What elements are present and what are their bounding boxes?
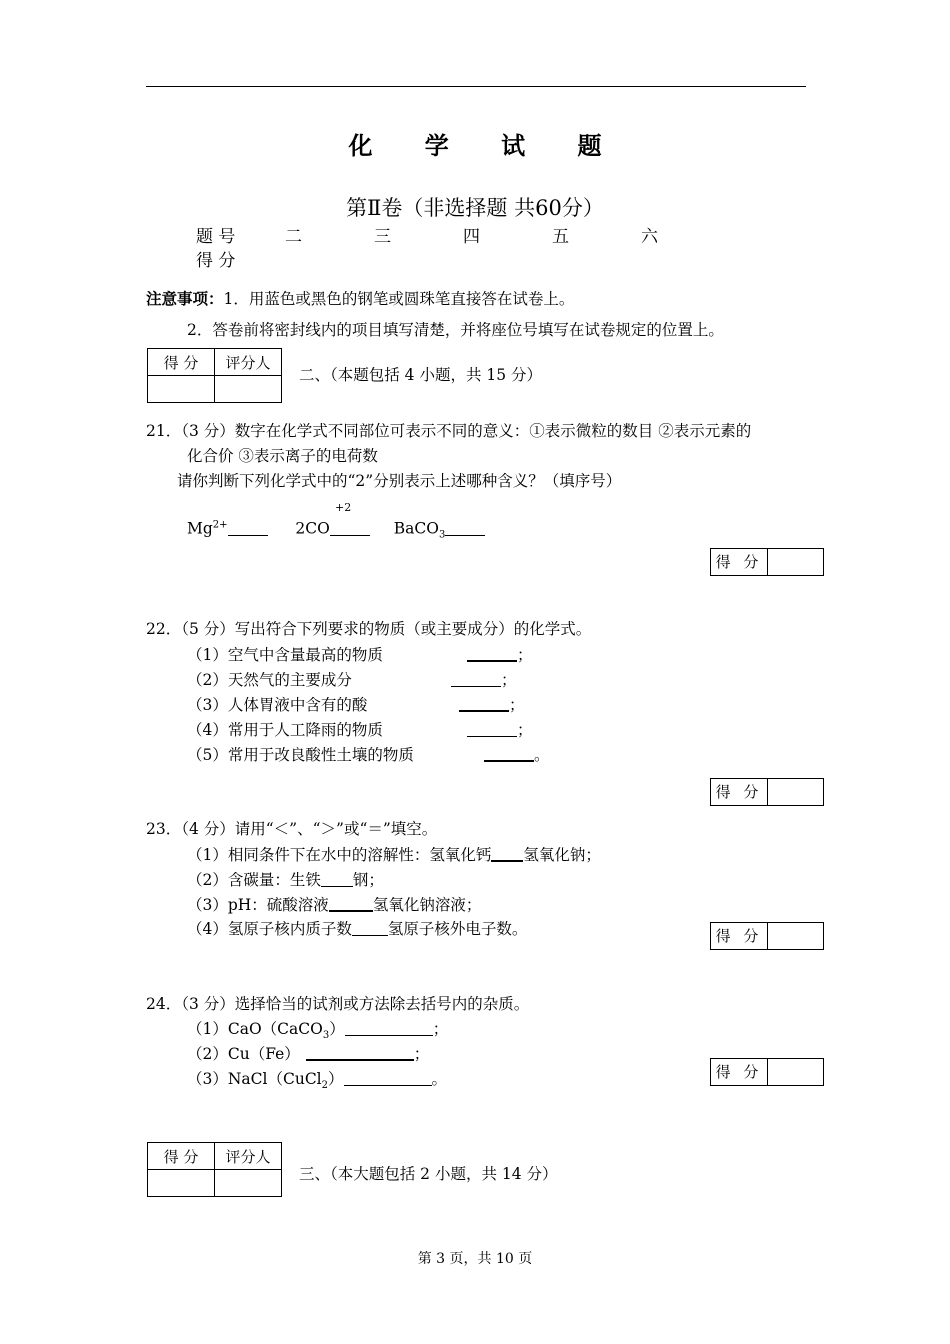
score-cell[interactable]	[768, 923, 823, 949]
q24-blank-1[interactable]	[345, 1020, 433, 1037]
score-label: 得 分	[711, 549, 768, 575]
q22-blank-3[interactable]	[459, 695, 509, 713]
q21-line-1: 21．（3 分）数字在化学式不同部位可表示不同的意义：①表示微粒的数目 ②表示元素的	[146, 422, 752, 440]
q23-item-2	[187, 868, 384, 890]
score-col-3: 三	[374, 227, 391, 247]
score-col-2: 二	[285, 227, 302, 247]
score-label: 得 分	[711, 1059, 768, 1085]
q24-blank-3[interactable]	[344, 1070, 432, 1087]
grader-score-cell[interactable]	[148, 376, 215, 403]
q22-punct-4: ；	[517, 721, 533, 739]
q24-item-3-close: ）	[328, 1070, 344, 1088]
score-row-label: 题 号	[196, 227, 236, 247]
score-cell[interactable]	[768, 1059, 823, 1085]
q22-item-3: （3）人体胃液中含有的酸	[187, 696, 368, 714]
q22-item-5: （5）常用于改良酸性土壤的物质	[187, 746, 414, 764]
q24-item-2	[187, 1042, 429, 1064]
q22-answer-3	[459, 693, 525, 715]
q24-item-1-left: （1）CaO（CaCO	[187, 1020, 323, 1038]
notice-item-2: 2．答卷前将密封线内的项目填写清楚，并将座位号填写在试卷规定的位置上。	[187, 321, 724, 339]
q24-item-3	[187, 1067, 447, 1091]
q24-punct-3: 。	[431, 1070, 448, 1088]
q23-blank-1[interactable]	[491, 845, 523, 863]
q23-score-box	[710, 922, 824, 950]
q21-score-box	[710, 548, 824, 576]
q22-blank-1[interactable]	[467, 645, 517, 663]
q24-punct-1: ；	[432, 1020, 449, 1038]
grader-name-cell[interactable]	[215, 376, 282, 403]
q21-line-2: 化合价 ③表示离子的电荷数	[187, 447, 378, 465]
grader-name-header: 评分人	[215, 349, 282, 376]
q22-item-1: （1）空气中含量最高的物质	[187, 646, 383, 664]
q24-punct-2: ；	[413, 1045, 430, 1063]
notice-label: 注意事项：	[146, 289, 224, 308]
top-rule	[146, 86, 806, 87]
score-cell[interactable]	[768, 779, 823, 805]
q22-answer-4	[467, 718, 533, 740]
q24-item-3-sub: 2	[321, 1080, 329, 1092]
score-label: 得 分	[711, 779, 768, 805]
q21-blank-2[interactable]	[330, 519, 370, 536]
q23-item-1-left: （1）相同条件下在水中的溶解性：氢氧化钙	[187, 846, 492, 864]
q23-item-3-right: 氢氧化钠溶液；	[372, 896, 482, 914]
q23-item-2-right: 钢；	[352, 871, 384, 889]
grader-score-header: 得 分	[148, 1143, 215, 1170]
q22-punct-2: ；	[501, 671, 517, 689]
page-footer: 第 3 页，共 10 页	[417, 1251, 533, 1267]
q22-answer-2	[451, 668, 517, 690]
q21-formula-baco3-sub: 3	[438, 529, 446, 541]
grader-name-cell[interactable]	[215, 1170, 282, 1197]
notice-item-1: 1．用蓝色或黑色的钢笔或圆珠笔直接答在试卷上。	[223, 290, 575, 308]
grader-score-cell[interactable]	[148, 1170, 215, 1197]
score-row2-label: 得 分	[196, 251, 236, 271]
q21-line-3: 请你判断下列化学式中的“2”分别表示上述哪种含义？（填序号）	[177, 472, 622, 490]
q22-punct-5: 。	[534, 746, 550, 764]
q22-punct-1: ；	[517, 646, 533, 664]
section2-heading: 二、（本题包括 4 小题，共 15 分）	[299, 366, 543, 384]
score-col-4: 四	[463, 227, 480, 247]
q21-valence-mark: +2	[335, 501, 352, 514]
grader-box-section3	[147, 1142, 282, 1197]
q23-item-3-left: （3）pH：硫酸溶液	[187, 896, 329, 914]
q24-item-3-left: （3）NaCl（CuCl	[187, 1070, 322, 1088]
q22-blank-4[interactable]	[467, 721, 517, 738]
q24-item-1-sub: 3	[322, 1030, 330, 1042]
q23-item-4-left: （4）氢原子核内质子数	[187, 920, 352, 938]
q24-item-1	[187, 1017, 448, 1041]
q21-formula-baco3: BaCO	[393, 519, 439, 538]
q23-item-1-right: 氢氧化钠；	[523, 846, 601, 864]
q24-blank-2[interactable]	[306, 1044, 414, 1062]
q23-stem: 23．（4 分）请用“＜”、“＞”或“＝”填空。	[146, 820, 438, 838]
q23-item-2-left: （2）含碳量：生铁	[187, 871, 321, 889]
q24-item-2-left: （2）Cu（Fe）	[187, 1045, 300, 1063]
score-col-6: 六	[641, 227, 658, 247]
q21-blank-3[interactable]	[445, 519, 485, 536]
q22-score-box	[710, 778, 824, 806]
q21-formula-mg: Mg	[187, 519, 213, 538]
q22-punct-3: ；	[509, 696, 525, 714]
q23-blank-3[interactable]	[329, 895, 373, 913]
grader-name-header: 评分人	[215, 1143, 282, 1170]
section3-heading: 三、（本大题包括 2 小题，共 14 分）	[299, 1165, 558, 1183]
q24-item-1-close: ）	[329, 1020, 345, 1038]
q22-answer-1	[467, 643, 533, 665]
q21-formula-co: 2CO	[295, 519, 330, 538]
q22-answer-5	[484, 743, 550, 765]
q22-stem: 22．（5 分）写出符合下列要求的物质（或主要成分）的化学式。	[146, 620, 592, 638]
q23-blank-2[interactable]	[321, 871, 353, 888]
score-cell[interactable]	[768, 549, 823, 575]
page-title: 化 学 试 题	[348, 131, 624, 160]
q23-item-4-right: 氢原子核外电子数。	[387, 920, 528, 938]
score-col-5: 五	[552, 227, 569, 247]
q23-item-4	[187, 917, 527, 939]
q21-formula-mg-charge: 2+	[212, 519, 228, 531]
grader-box-section2	[147, 348, 282, 403]
q24-score-box	[710, 1058, 824, 1086]
grader-score-header: 得 分	[148, 349, 215, 376]
q22-blank-5[interactable]	[484, 745, 534, 763]
q23-blank-4[interactable]	[352, 920, 388, 937]
q22-item-2: （2）天然气的主要成分	[187, 671, 352, 689]
notice-line-1	[146, 287, 574, 309]
score-label: 得 分	[711, 923, 768, 949]
q21-formulas	[187, 519, 485, 541]
q22-blank-2[interactable]	[451, 671, 501, 688]
q22-item-4: （4）常用于人工降雨的物质	[187, 721, 383, 739]
part-subtitle: 第Ⅱ卷（非选择题 共60分）	[346, 196, 604, 220]
q23-item-3	[187, 893, 481, 915]
q21-blank-1[interactable]	[228, 519, 268, 536]
q23-item-1	[187, 843, 601, 865]
q24-stem: 24．（3 分）选择恰当的试剂或方法除去括号内的杂质。	[146, 995, 530, 1013]
